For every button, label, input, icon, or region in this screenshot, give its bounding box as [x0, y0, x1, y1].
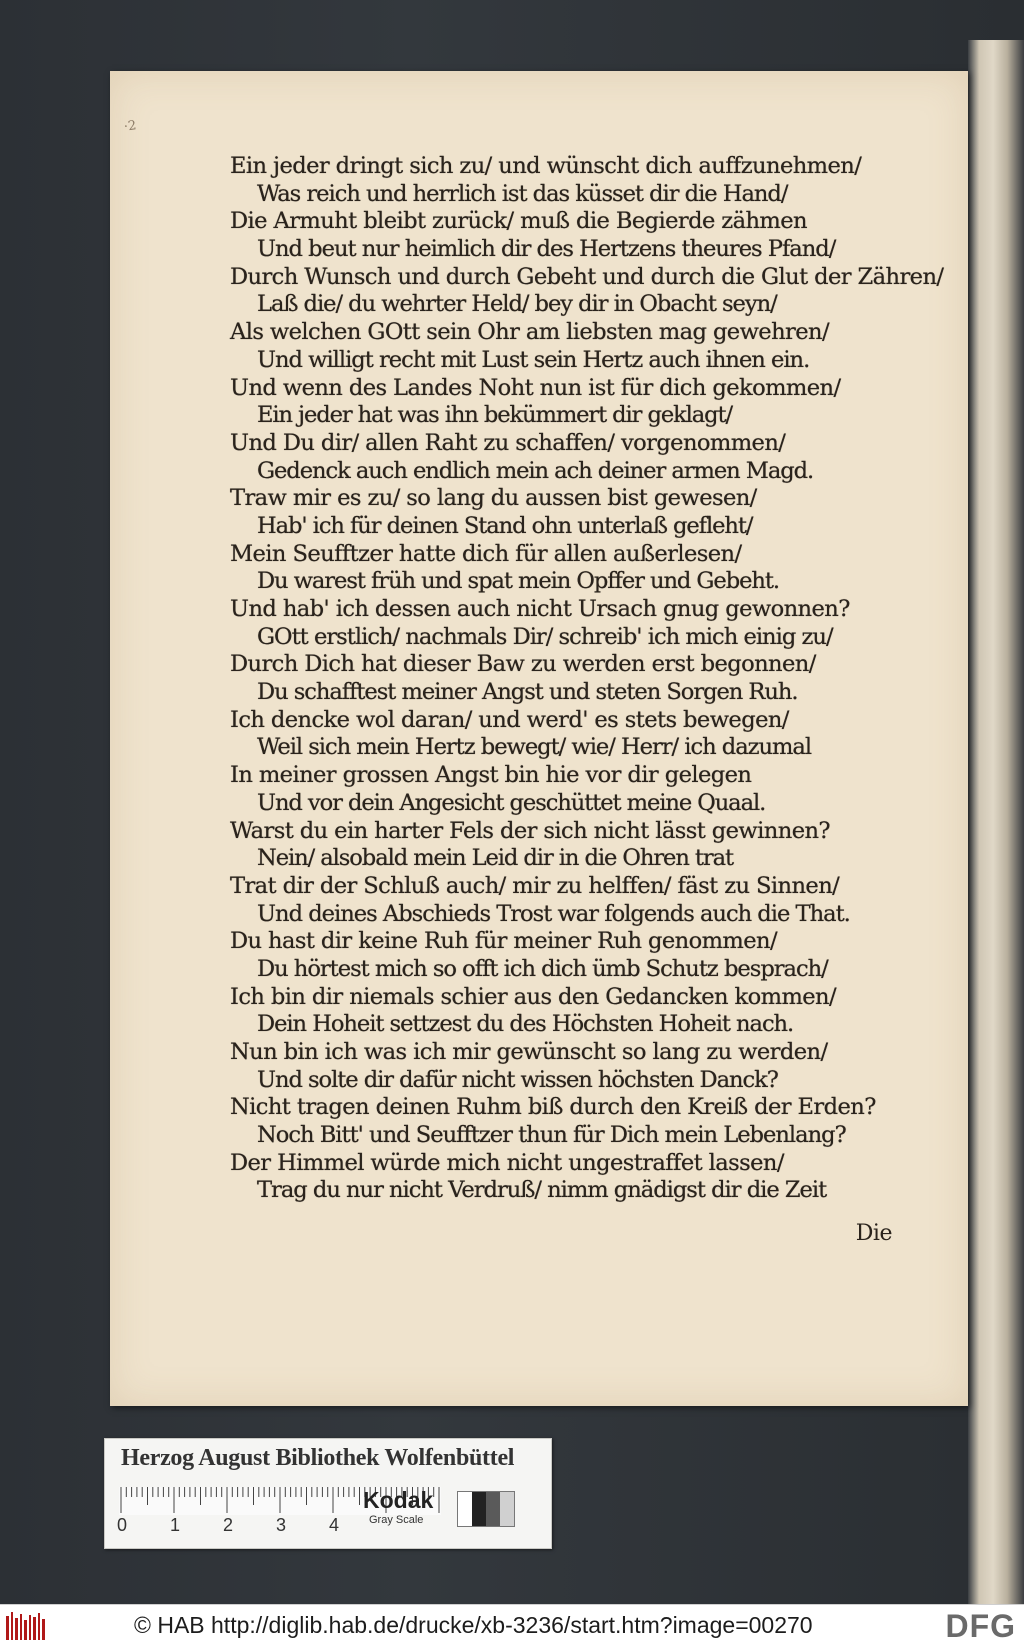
ruler-label: 3: [276, 1515, 287, 1535]
poem-line: Laß die/ du wehrter Held/ bey dir in Obacht seyn/: [257, 291, 777, 318]
gray-scale-label: Gray Scale: [369, 1514, 424, 1526]
poem-line: Warst du ein harter Fels der sich nicht lässt gewinnen?: [230, 817, 830, 844]
poem-line: Als welchen GOtt sein Ohr am liebsten mag gewehren/: [230, 319, 829, 346]
poem-line: Und wenn des Landes Noht nun ist für dich gekommen/: [230, 374, 841, 401]
poem-line: Du schafftest meiner Angst und steten Sorgen Ruh.: [257, 679, 798, 706]
poem-line: Weil sich mein Hertz bewegt/ wie/ Herr/ ich dazumal: [257, 734, 812, 761]
poem-text: [230, 153, 950, 1205]
poem-line: Ich dencke wol daran/ und werd' es stets bewegen/: [230, 706, 789, 733]
copyright-url[interactable]: © HAB http://diglib.hab.de/drucke/xb-3236/start.htm?image=00270: [134, 1612, 813, 1638]
dfg-logo: DFG: [945, 1608, 1016, 1644]
poem-line: Noch Bitt' und Seufftzer thun für Dich mein Lebenlang?: [257, 1122, 846, 1149]
book-page: [110, 71, 968, 1406]
poem-line: Durch Wunsch und durch Gebeht und durch die Glut der Zähren/: [230, 263, 944, 290]
poem-line: Trat dir der Schluß auch/ mir zu helffen/ fäst zu Sinnen/: [230, 872, 840, 899]
poem-line: Traw mir es zu/ so lang du aussen bist gewesen/: [230, 485, 757, 512]
poem-line: Du warest früh und spat mein Opffer und Gebeht.: [257, 568, 780, 595]
ruler-label: 4: [329, 1515, 340, 1535]
poem-line: Ein jeder hat was ihn bekümmert dir geklagt/: [257, 402, 733, 429]
calibration-card: [104, 1438, 552, 1549]
poem-line: Mein Seufftzer hatte dich für allen außerlesen/: [230, 540, 742, 567]
book-edge: [968, 40, 1024, 1604]
poem-line: Ich bin dir niemals schier aus den Gedancken kommen/: [230, 983, 837, 1010]
poem-line: In meiner grossen Angst bin hie vor dir gelegen: [230, 762, 752, 789]
poem-line: Nun bin ich was ich mir gewünscht so lang zu werden/: [230, 1039, 828, 1065]
kodak-logo: Kodak: [363, 1487, 434, 1513]
poem-line: Hab' ich für deinen Stand ohn unterlaß gefleht/: [257, 512, 753, 539]
barcode-icon: [6, 1612, 46, 1642]
ruler-label: 2: [223, 1515, 234, 1535]
poem-line: Der Himmel würde mich nicht ungestraffet lassen/: [230, 1149, 784, 1176]
poem-line: Was reich und herrlich ist das küsset dir die Hand/: [257, 180, 788, 207]
poem-line: Trag du nur nicht Verdruß/ nimm gnädigst dir die Zeit: [257, 1177, 827, 1204]
gray-scale-patches: [457, 1491, 515, 1527]
poem-line: Und deines Abschieds Trost war folgends auch die That.: [257, 900, 850, 927]
ruler-label: 0: [117, 1515, 128, 1535]
poem-line: Und solte dir dafür nicht wissen höchsten Danck?: [257, 1066, 778, 1093]
poem-line: Gedenck auch endlich mein ach deiner armen Magd.: [257, 457, 814, 484]
page-corner-mark: ·2: [123, 118, 138, 135]
poem-line: Und vor dein Angesicht geschüttet meine Quaal.: [257, 789, 766, 816]
poem-line: Ein jeder dringt sich zu/ und wünscht dich auffzunehmen/: [230, 153, 862, 179]
poem-line: Und beut nur heimlich dir des Hertzens theures Pfand/: [257, 236, 836, 263]
poem-line: Und willigt recht mit Lust sein Hertz auch ihnen ein.: [257, 346, 810, 373]
library-name: Herzog August Bibliothek Wolfenbüttel: [121, 1445, 515, 1471]
poem-line: Nein/ alsobald mein Leid dir in die Ohren trat: [257, 845, 734, 872]
poem-line: Du hörtest mich so offt ich dich ümb Schutz besprach/: [257, 955, 828, 982]
poem-line: Die Armuht bleibt zurück/ muß die Begierde zähmen: [230, 208, 807, 235]
poem-line: Und Du dir/ allen Raht zu schaffen/ vorgenommen/: [230, 429, 786, 456]
poem-line: Und hab' ich dessen auch nicht Ursach gnug gewonnen?: [230, 596, 850, 622]
poem-line: Durch Dich hat dieser Baw zu werden erst begonnen/: [230, 651, 816, 678]
footer-bar: [0, 1604, 1024, 1648]
poem-line: Du hast dir keine Ruh für meiner Ruh genommen/: [230, 928, 777, 955]
poem-line: GOtt erstlich/ nachmals Dir/ schreib' ich mich einig zu/: [257, 623, 833, 650]
ruler-label: 1: [170, 1515, 181, 1535]
poem-line: Dein Hoheit settzest du des Höchsten Hoheit nach.: [257, 1011, 794, 1038]
poem-line: Nicht tragen deinen Ruhm biß durch den Kreiß der Erden?: [230, 1094, 876, 1121]
catchword: Die: [855, 1221, 892, 1246]
